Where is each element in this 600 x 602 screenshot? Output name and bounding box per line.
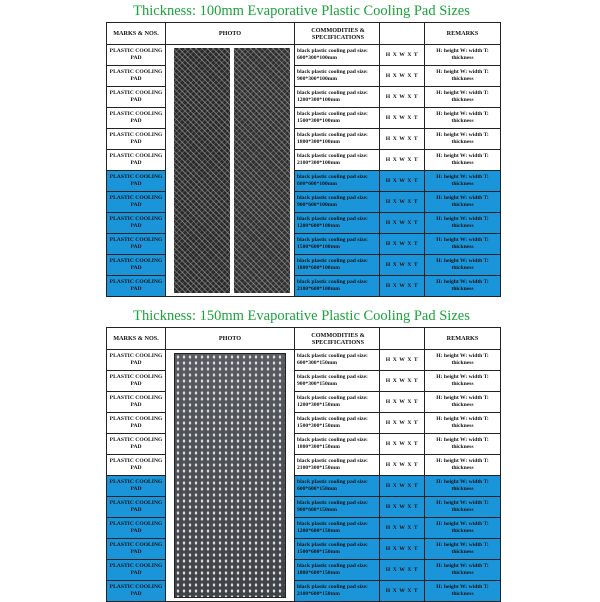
remarks-cell: H: height W: width T: thickness — [425, 371, 501, 392]
remarks-cell: H: height W: width T: thickness — [425, 434, 501, 455]
specification-cell: black plastic cooling pad size: 1500*300*150mm — [295, 413, 380, 434]
remarks-cell: H: height W: width T: thickness — [425, 539, 501, 560]
dimension-cell: H X W X T — [380, 392, 425, 413]
cooling-pad-image — [234, 48, 290, 293]
dimension-cell: H X W X T — [380, 434, 425, 455]
header-marks: MARKS & NOS. — [107, 23, 166, 45]
section-title: Thickness: 100mm Evaporative Plastic Cooling Pad Sizes — [133, 3, 470, 19]
dimension-cell: H X W X T — [380, 129, 425, 150]
mark-cell: PLASTIC COOLING PAD — [107, 234, 166, 255]
dimension-cell: H X W X T — [380, 66, 425, 87]
table-header-row — [107, 328, 501, 350]
mark-cell: PLASTIC COOLING PAD — [107, 581, 166, 602]
mark-cell: PLASTIC COOLING PAD — [107, 539, 166, 560]
mark-cell: PLASTIC COOLING PAD — [107, 150, 166, 171]
specification-cell: black plastic cooling pad size: 1800*600*100mm — [295, 255, 380, 276]
mark-cell: PLASTIC COOLING PAD — [107, 371, 166, 392]
remarks-cell: H: height W: width T: thickness — [425, 255, 501, 276]
remarks-cell: H: height W: width T: thickness — [425, 213, 501, 234]
remarks-cell: H: height W: width T: thickness — [425, 129, 501, 150]
dimension-cell: H X W X T — [380, 413, 425, 434]
dimension-cell: H X W X T — [380, 87, 425, 108]
dimension-cell: H X W X T — [380, 234, 425, 255]
specification-cell: black plastic cooling pad size: 1500*600*150mm — [295, 539, 380, 560]
specification-cell: black plastic cooling pad size: 1200*600*150mm — [295, 518, 380, 539]
mark-cell: PLASTIC COOLING PAD — [107, 413, 166, 434]
remarks-cell: H: height W: width T: thickness — [425, 392, 501, 413]
remarks-cell: H: height W: width T: thickness — [425, 171, 501, 192]
dimension-cell: H X W X T — [380, 45, 425, 66]
mark-cell: PLASTIC COOLING PAD — [107, 276, 166, 297]
mark-cell: PLASTIC COOLING PAD — [107, 476, 166, 497]
size-table — [106, 22, 501, 297]
product-photo — [166, 350, 295, 602]
mark-cell: PLASTIC COOLING PAD — [107, 455, 166, 476]
mark-cell: PLASTIC COOLING PAD — [107, 87, 166, 108]
cooling-pad-image — [174, 353, 286, 598]
dimension-cell: H X W X T — [380, 192, 425, 213]
header-remarks: REMARKS — [425, 23, 501, 45]
specification-cell: black plastic cooling pad size: 1200*600*100mm — [295, 213, 380, 234]
remarks-cell: H: height W: width T: thickness — [425, 234, 501, 255]
mark-cell: PLASTIC COOLING PAD — [107, 171, 166, 192]
dimension-cell: H X W X T — [380, 455, 425, 476]
specification-cell: black plastic cooling pad size: 1500*300*100mm — [295, 108, 380, 129]
dimension-cell: H X W X T — [380, 518, 425, 539]
specification-cell: black plastic cooling pad size: 1800*300*150mm — [295, 434, 380, 455]
remarks-cell: H: height W: width T: thickness — [425, 87, 501, 108]
section-100mm — [106, 0, 497, 297]
product-photo — [166, 45, 295, 297]
remarks-cell: H: height W: width T: thickness — [425, 497, 501, 518]
cooling-pad-image — [174, 48, 230, 293]
specification-cell: black plastic cooling pad size: 2100*600*150mm — [295, 581, 380, 602]
dimension-cell: H X W X T — [380, 350, 425, 371]
header-photo: PHOTO — [166, 328, 295, 350]
header-dimensions — [380, 23, 425, 45]
specification-cell: black plastic cooling pad size: 1500*600*100mm — [295, 234, 380, 255]
mark-cell: PLASTIC COOLING PAD — [107, 66, 166, 87]
mark-cell: PLASTIC COOLING PAD — [107, 255, 166, 276]
mark-cell: PLASTIC COOLING PAD — [107, 518, 166, 539]
specification-cell: black plastic cooling pad size: 900*300*150mm — [295, 371, 380, 392]
specification-cell: black plastic cooling pad size: 2100*600*100mm — [295, 276, 380, 297]
header-commodities: COMMODITIES & SPECIFICATIONS — [295, 328, 380, 350]
remarks-cell: H: height W: width T: thickness — [425, 581, 501, 602]
remarks-cell: H: height W: width T: thickness — [425, 150, 501, 171]
table-row — [107, 45, 501, 66]
remarks-cell: H: height W: width T: thickness — [425, 45, 501, 66]
specification-cell: black plastic cooling pad size: 1800*600*150mm — [295, 560, 380, 581]
remarks-cell: H: height W: width T: thickness — [425, 560, 501, 581]
section-title: Thickness: 150mm Evaporative Plastic Cooling Pad Sizes — [133, 308, 470, 324]
mark-cell: PLASTIC COOLING PAD — [107, 350, 166, 371]
mark-cell: PLASTIC COOLING PAD — [107, 108, 166, 129]
specification-cell: black plastic cooling pad size: 1200*300*100mm — [295, 87, 380, 108]
dimension-cell: H X W X T — [380, 150, 425, 171]
size-table — [106, 327, 501, 602]
mark-cell: PLASTIC COOLING PAD — [107, 497, 166, 518]
remarks-cell: H: height W: width T: thickness — [425, 276, 501, 297]
specification-cell: black plastic cooling pad size: 600*300*100mm — [295, 45, 380, 66]
remarks-cell: H: height W: width T: thickness — [425, 192, 501, 213]
dimension-cell: H X W X T — [380, 560, 425, 581]
dimension-cell: H X W X T — [380, 255, 425, 276]
mark-cell: PLASTIC COOLING PAD — [107, 45, 166, 66]
specification-cell: black plastic cooling pad size: 1200*300*150mm — [295, 392, 380, 413]
mark-cell: PLASTIC COOLING PAD — [107, 560, 166, 581]
remarks-cell: H: height W: width T: thickness — [425, 413, 501, 434]
specification-cell: black plastic cooling pad size: 600*300*150mm — [295, 350, 380, 371]
remarks-cell: H: height W: width T: thickness — [425, 476, 501, 497]
dimension-cell: H X W X T — [380, 476, 425, 497]
specification-cell: black plastic cooling pad size: 2100*300*150mm — [295, 455, 380, 476]
dimension-cell: H X W X T — [380, 581, 425, 602]
specification-cell: black plastic cooling pad size: 2100*300*100mm — [295, 150, 380, 171]
specification-cell: black plastic cooling pad size: 1800*300*100mm — [295, 129, 380, 150]
table-row — [107, 350, 501, 371]
mark-cell: PLASTIC COOLING PAD — [107, 129, 166, 150]
mark-cell: PLASTIC COOLING PAD — [107, 392, 166, 413]
header-commodities: COMMODITIES & SPECIFICATIONS — [295, 23, 380, 45]
dimension-cell: H X W X T — [380, 108, 425, 129]
mark-cell: PLASTIC COOLING PAD — [107, 434, 166, 455]
specification-cell: black plastic cooling pad size: 600*600*100mm — [295, 171, 380, 192]
dimension-cell: H X W X T — [380, 539, 425, 560]
mark-cell: PLASTIC COOLING PAD — [107, 213, 166, 234]
remarks-cell: H: height W: width T: thickness — [425, 66, 501, 87]
specification-cell: black plastic cooling pad size: 600*600*150mm — [295, 476, 380, 497]
remarks-cell: H: height W: width T: thickness — [425, 108, 501, 129]
header-marks: MARKS & NOS. — [107, 328, 166, 350]
dimension-cell: H X W X T — [380, 276, 425, 297]
mark-cell: PLASTIC COOLING PAD — [107, 192, 166, 213]
dimension-cell: H X W X T — [380, 171, 425, 192]
header-remarks: REMARKS — [425, 328, 501, 350]
remarks-cell: H: height W: width T: thickness — [425, 350, 501, 371]
dimension-cell: H X W X T — [380, 213, 425, 234]
header-dimensions — [380, 328, 425, 350]
dimension-cell: H X W X T — [380, 371, 425, 392]
remarks-cell: H: height W: width T: thickness — [425, 518, 501, 539]
remarks-cell: H: height W: width T: thickness — [425, 455, 501, 476]
dimension-cell: H X W X T — [380, 497, 425, 518]
table-header-row — [107, 23, 501, 45]
specification-cell: black plastic cooling pad size: 900*600*100mm — [295, 192, 380, 213]
section-150mm — [106, 305, 497, 602]
header-photo: PHOTO — [166, 23, 295, 45]
specification-cell: black plastic cooling pad size: 900*600*150mm — [295, 497, 380, 518]
specification-cell: black plastic cooling pad size: 900*300*100mm — [295, 66, 380, 87]
